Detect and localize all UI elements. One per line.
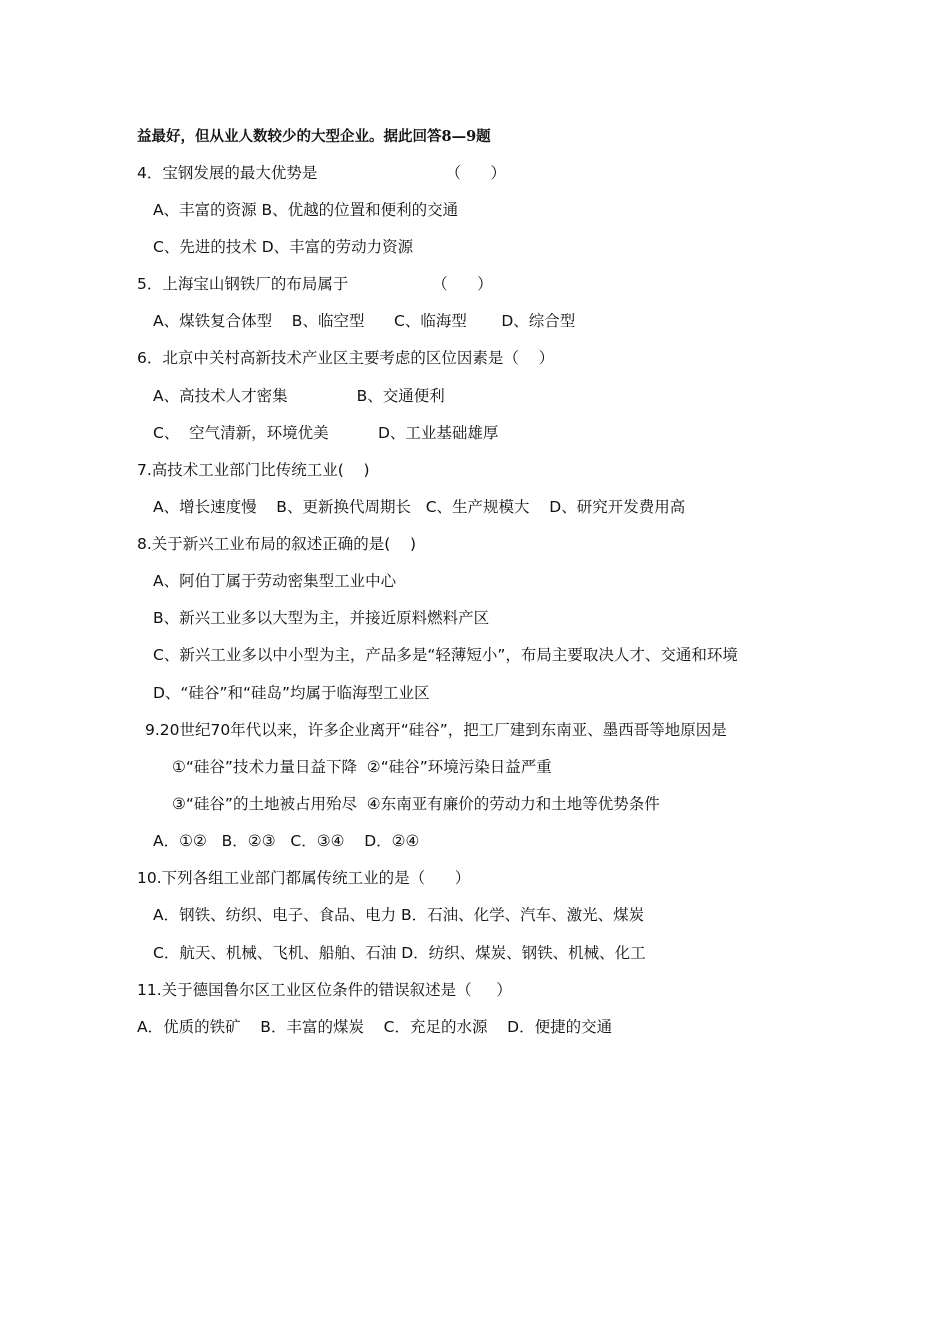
question-10: 10.下列各组工业部门都属传统工业的是（ ） xyxy=(137,869,471,887)
question-10-options-ab: A．钢铁、纺织、电子、食品、电力 B．石油、化学、汽车、激光、煤炭 xyxy=(153,906,645,924)
question-10-options-cd: C．航天、机械、飞机、船舶、石油 D．纺织、煤炭、钢铁、机械、化工 xyxy=(153,944,646,962)
question-8: 8.关于新兴工业布局的叙述正确的是( ) xyxy=(137,535,417,553)
question-4-options-ab: A、丰富的资源 B、优越的位置和便利的交通 xyxy=(153,201,459,219)
question-4: 4．宝钢发展的最大优势是 （ ） xyxy=(137,164,507,182)
question-6: 6．北京中关村高新技术产业区主要考虑的区位因素是（ ） xyxy=(137,349,555,367)
question-7-options: A、增长速度慢 B、更新换代周期长 C、生产规模大 D、研究开发费用高 xyxy=(153,498,686,516)
question-9-options: A．①② B．②③ C．③④ D．②④ xyxy=(153,832,420,850)
question-8-option-d: D、“硅谷”和“硅岛”均属于临海型工业区 xyxy=(153,684,430,702)
question-5-options: A、煤铁复合体型 B、临空型 C、临海型 D、综合型 xyxy=(153,312,576,330)
question-6-options-ab: A、高技术人才密集 B、交通便利 xyxy=(153,387,445,405)
question-7: 7.高技术工业部门比传统工业( ) xyxy=(137,461,370,479)
question-8-option-a: A、阿伯丁属于劳动密集型工业中心 xyxy=(153,572,397,590)
question-11-options: A．优质的铁矿 B．丰富的煤炭 C．充足的水源 D．便捷的交通 xyxy=(137,1018,613,1036)
question-8-option-c: C、新兴工业多以中小型为主，产品多是“轻薄短小”，布局主要取决人才、交通和环境 xyxy=(153,646,738,664)
question-9-statements-34: ③“硅谷”的土地被占用殆尽 ④东南亚有廉价的劳动力和土地等优势条件 xyxy=(172,795,660,813)
question-8-option-b: B、新兴工业多以大型为主，并接近原料燃料产区 xyxy=(153,609,490,627)
intro-text: 益最好，但从业人数较少的大型企业。据此回答8—9题 xyxy=(137,128,491,145)
question-9: 9.20世纪70年代以来，许多企业离开“硅谷”，把工厂建到东南亚、墨西哥等地原因是 xyxy=(145,721,727,739)
question-5: 5．上海宝山钢铁厂的布局属于 （ ） xyxy=(137,275,493,293)
question-6-options-cd: C、 空气清新，环境优美 D、工业基础雄厚 xyxy=(153,424,499,442)
question-11: 11.关于德国鲁尔区工业区位条件的错误叙述是（ ） xyxy=(137,981,512,999)
question-4-options-cd: C、先进的技术 D、丰富的劳动力资源 xyxy=(153,238,414,256)
question-9-statements-12: ①“硅谷”技术力量日益下降 ②“硅谷”环境污染日益严重 xyxy=(172,758,552,776)
